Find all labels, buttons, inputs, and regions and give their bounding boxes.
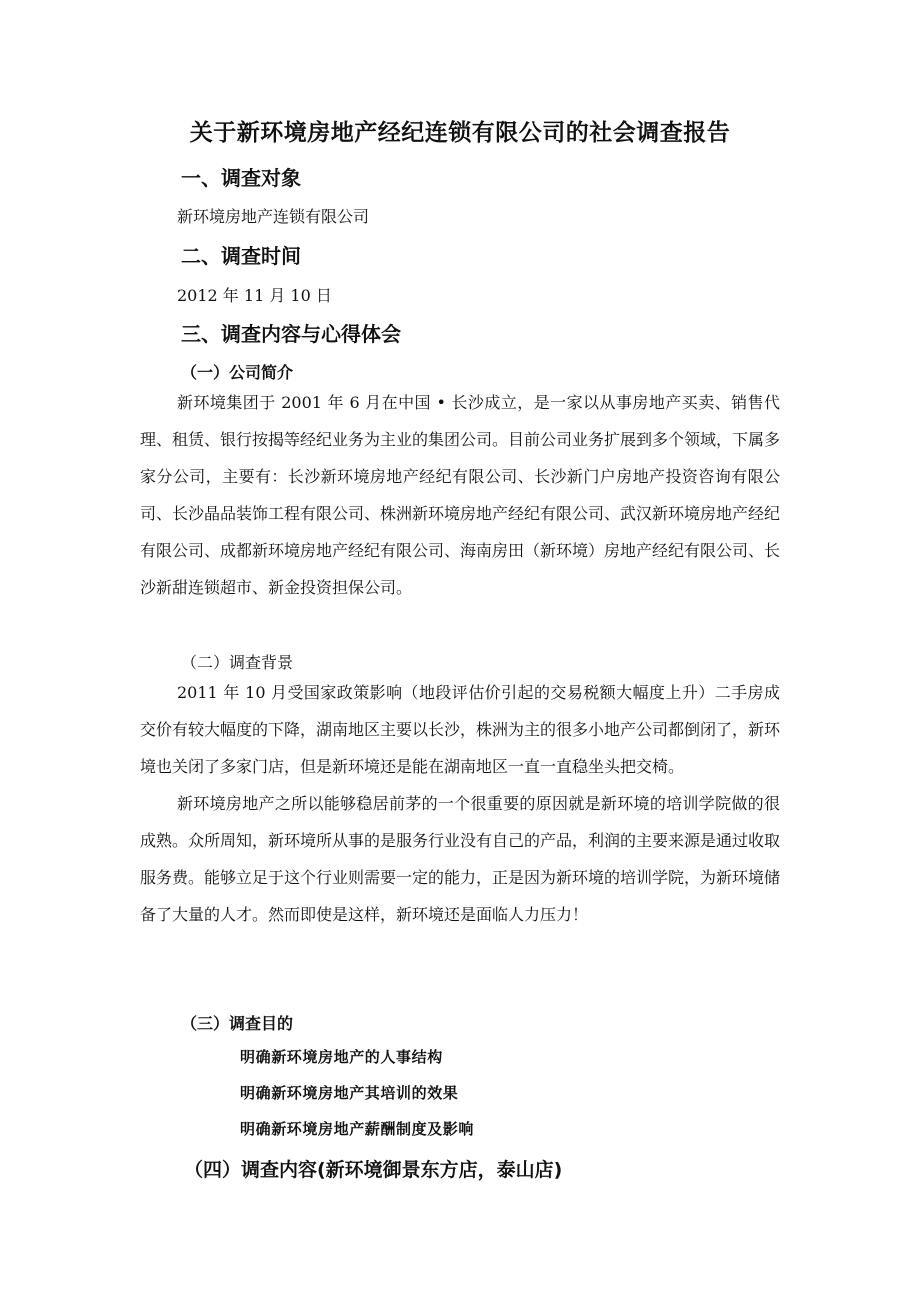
subsection-heading-purpose: （三）调查目的	[181, 1014, 294, 1033]
company-profile-paragraph: 新环境集团于 2001 年 6 月在中国 • 长沙成立，是一家以从事房地产买卖、销售代理、租赁、银行按揭等经纪业务为主业的集团公司。目前公司业务扩展到多个领域，下属多家分公司，主要有：长沙新环境房地产经纪有限公司、长沙新门户房地产投资咨询有限公司、长沙晶品装饰工程有限公司、株洲新环境房地产经纪有限公司、武汉新环境房地产经纪有限公司、成都新环境房地产经纪有限公司、海南房田（新环境）房地产经纪有限公司、长沙新甜连锁超市、新金投资担保公司。	[140, 393, 781, 597]
purpose-item: 明确新环境房地产的人事结构	[240, 1048, 443, 1066]
section-heading-time: 二、调查时间	[181, 244, 301, 268]
background-paragraph-2: 新环境房地产之所以能够稳居前茅的一个很重要的原因就是新环境的培训学院做的很成熟。众所周知，新环境所从事的是服务行业没有自己的产品，利润的主要来源是通过收取服务费。能够立足于这个行业则需要一定的能力，正是因为新环境的培训学院，为新环境储备了大量的人才。然而即使是这样，新环境还是面临人力压力！	[140, 794, 781, 924]
subject-content: 新环境房地产连锁有限公司	[177, 207, 370, 226]
subsection-heading-company-profile: （一）公司简介	[181, 363, 294, 382]
section-heading-contents: 三、调查内容与心得体会	[181, 322, 401, 346]
subsection-heading-background: （二）调查背景	[181, 653, 294, 672]
time-content: 2012 年 11 月 10 日	[177, 286, 332, 305]
section-heading-subject: 一、调查对象	[181, 166, 301, 190]
report-title: 关于新环境房地产经纪连锁有限公司的社会调查报告	[189, 120, 731, 146]
subsection-heading-survey-content: （四）调查内容(新环境御景东方店，泰山店)	[184, 1159, 563, 1181]
background-paragraph-1: 2011 年 10 月受国家政策影响（地段评估价引起的交易税额大幅度上升）二手房成交价有较大幅度的下降，湖南地区主要以长沙，株洲为主的很多小地产公司都倒闭了，新环境也关闭了多家门店，但是新环境还是能在湖南地区一直一直稳坐头把交椅。	[140, 683, 781, 776]
purpose-item: 明确新环境房地产其培训的效果	[240, 1084, 459, 1102]
purpose-item: 明确新环境房地产薪酬制度及影响	[240, 1120, 475, 1138]
